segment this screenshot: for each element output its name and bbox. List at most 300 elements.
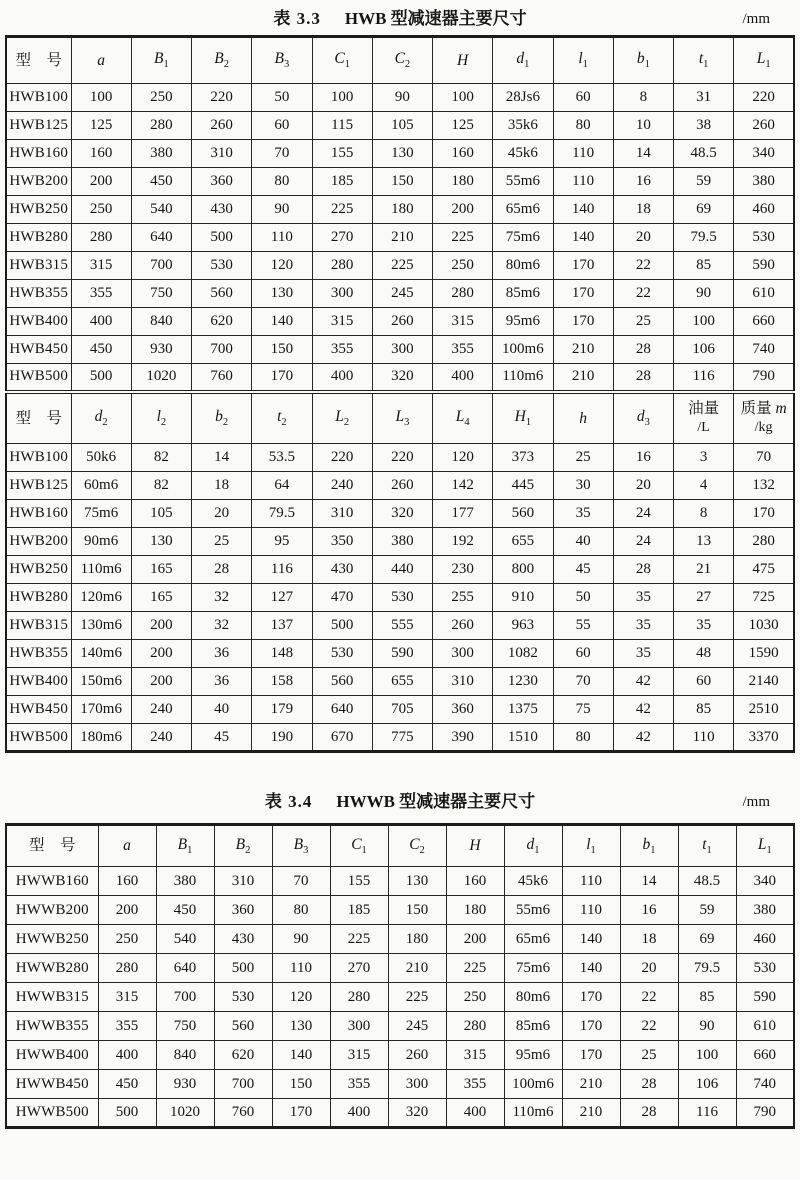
value-cell: 16 (613, 168, 673, 196)
value-cell: 450 (98, 1070, 156, 1099)
value-cell: 148 (252, 640, 312, 668)
table-row (6, 472, 794, 500)
value-cell: 380 (156, 867, 214, 896)
value-cell: 110 (674, 724, 734, 752)
column-header: $l_2$ (131, 392, 191, 444)
table-row (6, 112, 794, 140)
table-row (6, 500, 794, 528)
value-cell: 18 (192, 472, 252, 500)
value-cell: 210 (553, 364, 613, 392)
table-row (6, 308, 794, 336)
table-row (6, 954, 794, 983)
value-cell: 79.5 (252, 500, 312, 528)
value-cell: 360 (433, 696, 493, 724)
table-row (6, 196, 794, 224)
value-cell: 640 (156, 954, 214, 983)
model-cell: HWB280 (6, 224, 71, 252)
value-cell: 170 (553, 308, 613, 336)
value-cell: 170 (252, 364, 312, 392)
table-row (6, 252, 794, 280)
value-cell: 260 (433, 612, 493, 640)
value-cell: 110 (553, 168, 613, 196)
column-header: $B_3$ (252, 37, 312, 84)
value-cell: 200 (131, 668, 191, 696)
model-cell: HWB400 (6, 668, 71, 696)
value-cell: 125 (71, 112, 131, 140)
value-cell: 460 (734, 196, 794, 224)
header-row (6, 825, 794, 867)
value-cell: 59 (678, 896, 736, 925)
value-cell: 930 (156, 1070, 214, 1099)
value-cell: 790 (734, 364, 794, 392)
value-cell: 8 (674, 500, 734, 528)
value-cell: 60 (553, 640, 613, 668)
value-cell: 1082 (493, 640, 553, 668)
value-cell: 315 (312, 308, 372, 336)
unit-label: /mm (742, 11, 770, 27)
value-cell: 400 (330, 1099, 388, 1128)
value-cell: 140 (562, 954, 620, 983)
model-cell: HWWB280 (6, 954, 98, 983)
value-cell: 110 (553, 140, 613, 168)
column-header: $l_1$ (553, 37, 613, 84)
value-cell: 59 (674, 168, 734, 196)
value-cell: 35 (613, 612, 673, 640)
table-row (6, 867, 794, 896)
value-cell: 18 (613, 196, 673, 224)
value-cell: 255 (433, 584, 493, 612)
model-cell: HWB125 (6, 472, 71, 500)
table-row (6, 983, 794, 1012)
value-cell: 45k6 (504, 867, 562, 896)
column-header: H (446, 825, 504, 867)
value-cell: 90 (372, 84, 432, 112)
value-cell: 24 (613, 528, 673, 556)
value-cell: 280 (98, 954, 156, 983)
model-cell: HWB500 (6, 364, 71, 392)
value-cell: 300 (330, 1012, 388, 1041)
value-cell: 160 (71, 140, 131, 168)
value-cell: 355 (446, 1070, 504, 1099)
column-header: $C_2$ (388, 825, 446, 867)
value-cell: 110 (562, 896, 620, 925)
value-cell: 280 (734, 528, 794, 556)
value-cell: 180 (372, 196, 432, 224)
value-cell: 28 (613, 364, 673, 392)
model-cell: HWB400 (6, 308, 71, 336)
value-cell: 27 (674, 584, 734, 612)
value-cell: 450 (71, 336, 131, 364)
value-cell: 610 (736, 1012, 794, 1041)
value-cell: 70 (252, 140, 312, 168)
table-row (6, 140, 794, 168)
value-cell: 705 (372, 696, 432, 724)
value-cell: 75m6 (71, 500, 131, 528)
table-row (6, 896, 794, 925)
value-cell: 225 (388, 983, 446, 1012)
unit-label: /mm (742, 794, 770, 810)
value-cell: 310 (214, 867, 272, 896)
value-cell: 250 (433, 252, 493, 280)
value-cell: 280 (71, 224, 131, 252)
value-cell: 35k6 (493, 112, 553, 140)
value-cell: 390 (433, 724, 493, 752)
value-cell: 45k6 (493, 140, 553, 168)
table-caption-3-4 (0, 789, 800, 815)
value-cell: 106 (674, 336, 734, 364)
value-cell: 150m6 (71, 668, 131, 696)
value-cell: 60m6 (71, 472, 131, 500)
value-cell: 315 (71, 252, 131, 280)
value-cell: 475 (734, 556, 794, 584)
model-cell: HWB315 (6, 612, 71, 640)
column-header: 型 号 (6, 825, 98, 867)
value-cell: 127 (252, 584, 312, 612)
header-row (6, 37, 794, 84)
value-cell: 250 (98, 925, 156, 954)
value-cell: 79.5 (678, 954, 736, 983)
value-cell: 55 (553, 612, 613, 640)
column-header: 型 号 (6, 37, 71, 84)
value-cell: 180 (388, 925, 446, 954)
value-cell: 310 (312, 500, 372, 528)
value-cell: 42 (613, 696, 673, 724)
value-cell: 210 (388, 954, 446, 983)
value-cell: 380 (736, 896, 794, 925)
header-row (6, 392, 794, 444)
value-cell: 540 (131, 196, 191, 224)
value-cell: 35 (553, 500, 613, 528)
value-cell: 70 (553, 668, 613, 696)
column-header: $L_2$ (312, 392, 372, 444)
table-row (6, 224, 794, 252)
value-cell: 85m6 (493, 280, 553, 308)
value-cell: 740 (736, 1070, 794, 1099)
value-cell: 14 (192, 444, 252, 472)
column-header: $d_2$ (71, 392, 131, 444)
value-cell: 200 (131, 612, 191, 640)
table-row (6, 696, 794, 724)
value-cell: 10 (613, 112, 673, 140)
column-header: $L_1$ (736, 825, 794, 867)
value-cell: 28Js6 (493, 84, 553, 112)
value-cell: 530 (372, 584, 432, 612)
table-row (6, 1041, 794, 1070)
model-cell: HWB315 (6, 252, 71, 280)
value-cell: 100 (678, 1041, 736, 1070)
column-header: $d_3$ (613, 392, 673, 444)
value-cell: 55m6 (493, 168, 553, 196)
model-cell: HWB280 (6, 584, 71, 612)
model-cell: HWB450 (6, 696, 71, 724)
model-cell: HWB100 (6, 444, 71, 472)
value-cell: 65m6 (493, 196, 553, 224)
model-cell: HWB160 (6, 140, 71, 168)
value-cell: 1375 (493, 696, 553, 724)
column-header: H (433, 37, 493, 84)
model-cell: HWWB450 (6, 1070, 98, 1099)
value-cell: 245 (388, 1012, 446, 1041)
value-cell: 560 (493, 500, 553, 528)
value-cell: 620 (214, 1041, 272, 1070)
value-cell: 75m6 (493, 224, 553, 252)
value-cell: 355 (98, 1012, 156, 1041)
value-cell: 180 (433, 168, 493, 196)
value-cell: 116 (678, 1099, 736, 1128)
value-cell: 28 (192, 556, 252, 584)
model-cell: HWB125 (6, 112, 71, 140)
unit-subline: /L (697, 420, 710, 436)
value-cell: 120 (272, 983, 330, 1012)
table-row (6, 612, 794, 640)
value-cell: 110m6 (493, 364, 553, 392)
table-hwb-container (5, 35, 795, 753)
value-cell: 170 (562, 983, 620, 1012)
value-cell: 45 (192, 724, 252, 752)
value-cell: 24 (613, 500, 673, 528)
value-cell: 260 (388, 1041, 446, 1070)
value-cell: 170 (553, 280, 613, 308)
value-cell: 80 (553, 112, 613, 140)
value-cell: 55m6 (504, 896, 562, 925)
table-row (6, 668, 794, 696)
value-cell: 470 (312, 584, 372, 612)
value-cell: 200 (98, 896, 156, 925)
value-cell: 400 (98, 1041, 156, 1070)
table-row (6, 724, 794, 752)
value-cell: 95m6 (493, 308, 553, 336)
value-cell: 25 (553, 444, 613, 472)
table-caption-3-3 (0, 6, 800, 32)
value-cell: 590 (734, 252, 794, 280)
caption-title: HWB 型减速器主要尺寸 (344, 9, 527, 28)
table-row (6, 925, 794, 954)
value-cell: 250 (446, 983, 504, 1012)
column-header: $C_1$ (312, 37, 372, 84)
value-cell: 775 (372, 724, 432, 752)
value-cell: 32 (192, 584, 252, 612)
value-cell: 500 (98, 1099, 156, 1128)
value-cell: 500 (71, 364, 131, 392)
value-cell: 380 (131, 140, 191, 168)
value-cell: 150 (372, 168, 432, 196)
value-cell: 2510 (734, 696, 794, 724)
value-cell: 655 (493, 528, 553, 556)
value-cell: 42 (613, 724, 673, 752)
value-cell: 90 (252, 196, 312, 224)
table-row (6, 584, 794, 612)
value-cell: 640 (312, 696, 372, 724)
value-cell: 48.5 (678, 867, 736, 896)
value-cell: 110 (252, 224, 312, 252)
model-cell: HWB250 (6, 556, 71, 584)
value-cell: 315 (446, 1041, 504, 1070)
column-header: $B_3$ (272, 825, 330, 867)
value-cell: 80m6 (493, 252, 553, 280)
column-header: 油量 /L (674, 392, 734, 444)
value-cell: 170 (562, 1012, 620, 1041)
value-cell: 90 (674, 280, 734, 308)
caption-title: HWWB 型减速器主要尺寸 (336, 792, 536, 811)
value-cell: 225 (330, 925, 388, 954)
value-cell: 380 (372, 528, 432, 556)
value-cell: 165 (131, 556, 191, 584)
value-cell: 82 (131, 472, 191, 500)
value-cell: 220 (312, 444, 372, 472)
value-cell: 60 (252, 112, 312, 140)
column-header: $l_1$ (562, 825, 620, 867)
value-cell: 225 (446, 954, 504, 983)
value-cell: 170 (553, 252, 613, 280)
value-cell: 260 (192, 112, 252, 140)
model-cell: HWB160 (6, 500, 71, 528)
value-cell: 75m6 (504, 954, 562, 983)
column-header: $B_2$ (192, 37, 252, 84)
value-cell: 445 (493, 472, 553, 500)
value-cell: 240 (131, 724, 191, 752)
value-cell: 60 (553, 84, 613, 112)
value-cell: 22 (620, 1012, 678, 1041)
value-cell: 225 (433, 224, 493, 252)
value-cell: 1030 (734, 612, 794, 640)
value-cell: 158 (252, 668, 312, 696)
value-cell: 48.5 (674, 140, 734, 168)
value-cell: 200 (131, 640, 191, 668)
value-cell: 315 (330, 1041, 388, 1070)
value-cell: 450 (156, 896, 214, 925)
model-cell: HWB250 (6, 196, 71, 224)
value-cell: 350 (312, 528, 372, 556)
column-header: $L_4$ (433, 392, 493, 444)
value-cell: 300 (372, 336, 432, 364)
value-cell: 120 (252, 252, 312, 280)
value-cell: 310 (433, 668, 493, 696)
value-cell: 80 (553, 724, 613, 752)
value-cell: 1510 (493, 724, 553, 752)
model-cell: HWWB355 (6, 1012, 98, 1041)
table-row (6, 1070, 794, 1099)
column-header: $t_1$ (674, 37, 734, 84)
value-cell: 790 (736, 1099, 794, 1128)
value-cell: 540 (156, 925, 214, 954)
value-cell: 140 (553, 196, 613, 224)
value-cell: 185 (312, 168, 372, 196)
table-row (6, 444, 794, 472)
value-cell: 85 (678, 983, 736, 1012)
value-cell: 192 (433, 528, 493, 556)
column-header: $b_1$ (620, 825, 678, 867)
value-cell: 530 (736, 954, 794, 983)
value-cell: 300 (388, 1070, 446, 1099)
column-header: $B_1$ (131, 37, 191, 84)
table-row (6, 640, 794, 668)
value-cell: 450 (131, 168, 191, 196)
value-cell: 69 (674, 196, 734, 224)
value-cell: 180m6 (71, 724, 131, 752)
value-cell: 670 (312, 724, 372, 752)
value-cell: 180 (446, 896, 504, 925)
value-cell: 140 (252, 308, 312, 336)
value-cell: 1590 (734, 640, 794, 668)
value-cell: 79.5 (674, 224, 734, 252)
value-cell: 230 (433, 556, 493, 584)
model-cell: HWB355 (6, 640, 71, 668)
value-cell: 220 (734, 84, 794, 112)
value-cell: 20 (613, 472, 673, 500)
column-header: 质量 m /kg (734, 392, 794, 444)
value-cell: 45 (553, 556, 613, 584)
value-cell: 200 (446, 925, 504, 954)
value-cell: 130 (272, 1012, 330, 1041)
value-cell: 355 (312, 336, 372, 364)
table-row (6, 1099, 794, 1128)
model-cell: HWWB315 (6, 983, 98, 1012)
dimension-table (5, 823, 795, 1129)
value-cell: 1020 (156, 1099, 214, 1128)
value-cell: 130m6 (71, 612, 131, 640)
value-cell: 50k6 (71, 444, 131, 472)
value-cell: 14 (613, 140, 673, 168)
value-cell: 105 (131, 500, 191, 528)
column-header: 型 号 (6, 392, 71, 444)
value-cell: 137 (252, 612, 312, 640)
value-cell: 700 (156, 983, 214, 1012)
value-cell: 14 (620, 867, 678, 896)
value-cell: 35 (613, 584, 673, 612)
value-cell: 80m6 (504, 983, 562, 1012)
model-cell: HWWB250 (6, 925, 98, 954)
value-cell: 360 (192, 168, 252, 196)
value-cell: 100m6 (504, 1070, 562, 1099)
value-cell: 555 (372, 612, 432, 640)
value-cell: 700 (192, 336, 252, 364)
value-cell: 36 (192, 668, 252, 696)
value-cell: 725 (734, 584, 794, 612)
value-cell: 80 (252, 168, 312, 196)
value-cell: 530 (214, 983, 272, 1012)
value-cell: 125 (433, 112, 493, 140)
value-cell: 21 (674, 556, 734, 584)
value-cell: 740 (734, 336, 794, 364)
table-hwwb-container (5, 823, 795, 1129)
value-cell: 210 (372, 224, 432, 252)
model-cell: HWWB200 (6, 896, 98, 925)
value-cell: 100 (674, 308, 734, 336)
value-cell: 760 (192, 364, 252, 392)
value-cell: 35 (674, 612, 734, 640)
column-header: $t_1$ (678, 825, 736, 867)
value-cell: 150 (272, 1070, 330, 1099)
value-cell: 3 (674, 444, 734, 472)
value-cell: 373 (493, 444, 553, 472)
value-cell: 260 (372, 308, 432, 336)
value-cell: 130 (131, 528, 191, 556)
value-cell: 130 (388, 867, 446, 896)
value-cell: 35 (613, 640, 673, 668)
value-cell: 82 (131, 444, 191, 472)
value-cell: 65m6 (504, 925, 562, 954)
table-row (6, 1012, 794, 1041)
value-cell: 48 (674, 640, 734, 668)
value-cell: 300 (433, 640, 493, 668)
value-cell: 115 (312, 112, 372, 140)
value-cell: 32 (192, 612, 252, 640)
value-cell: 110 (562, 867, 620, 896)
value-cell: 160 (433, 140, 493, 168)
value-cell: 150 (388, 896, 446, 925)
value-cell: 400 (312, 364, 372, 392)
value-cell: 225 (312, 196, 372, 224)
